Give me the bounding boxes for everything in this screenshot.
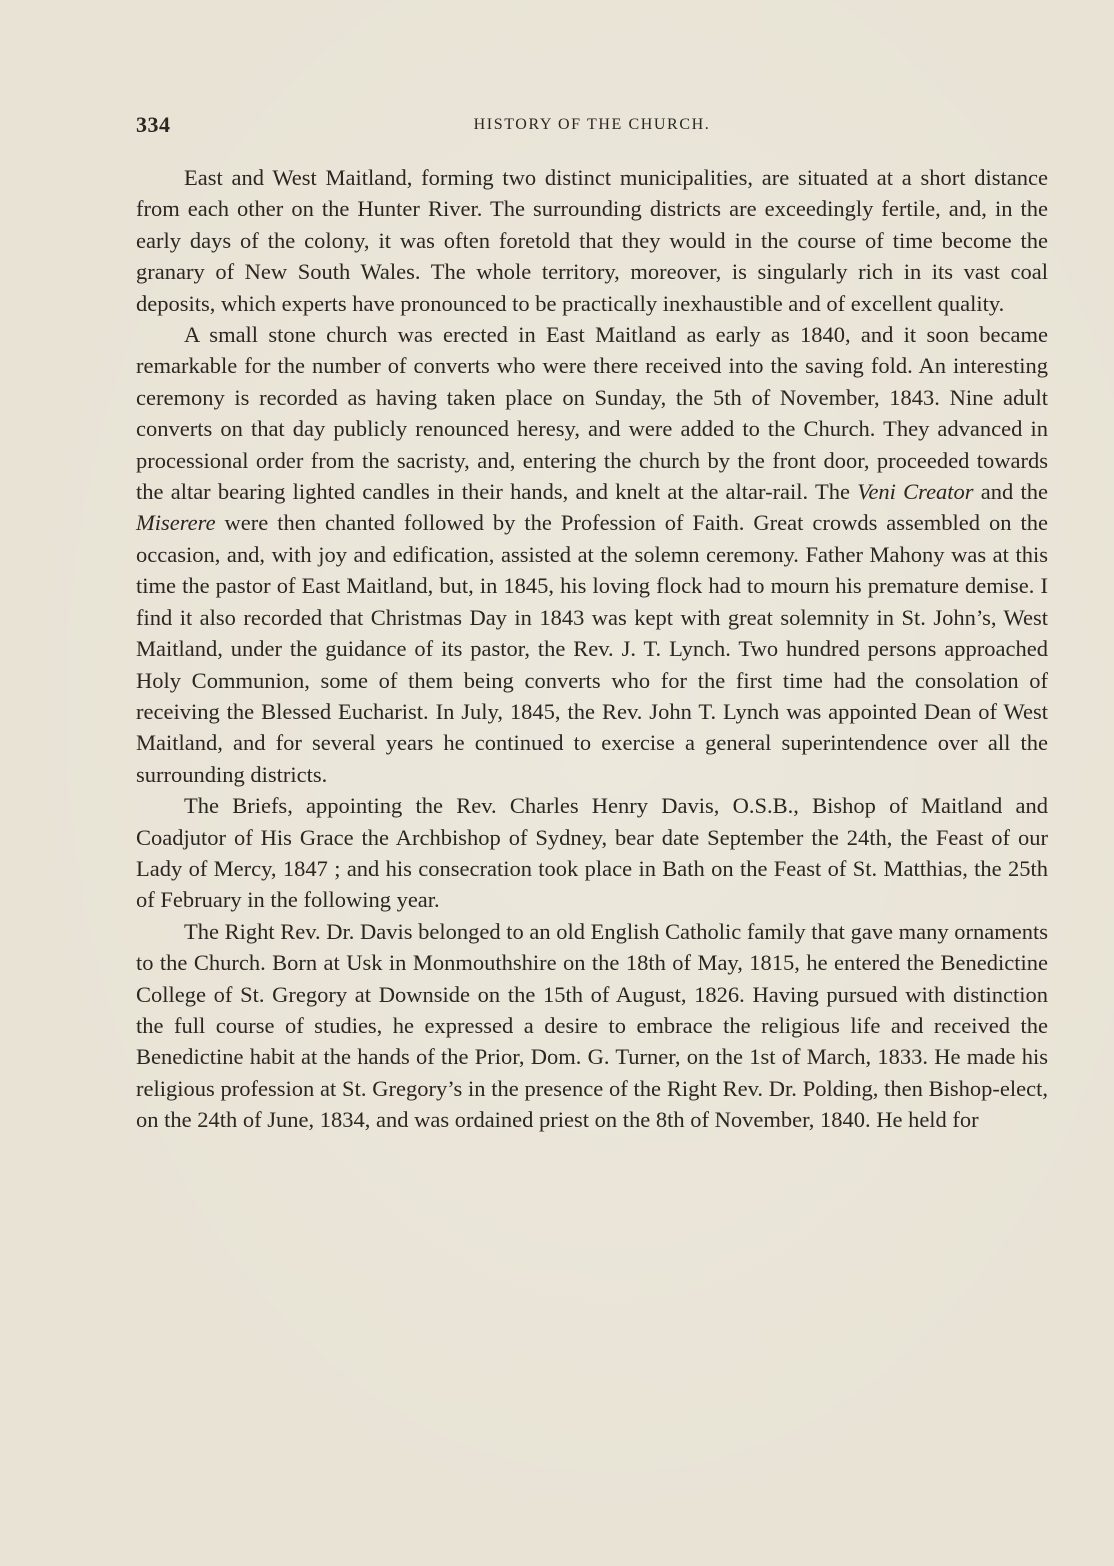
paragraph-text-segment: A small stone church was erected in East Maitland as early as 1840, and it soon became remarkable for the number of converts who were there received into the saving fold. An interesting ceremony is recorded as having taken place on Sunday, the 5th of November, 1843. Nine adult converts on that day publicly renounced heresy, and were added to the Church. They advanced in processional order from the sacristy, and, entering the church by the front door, proceeded towards the altar bearing lighted candles in their hands, and knelt at the altar-rail. The [136, 322, 1048, 505]
paragraph-text-segment: were then chanted followed by the Profession of Faith. Great crowds assembled on the occasion, and, with joy and edification, assisted at the solemn ceremony. Father Mahony was at this time the pastor of East Maitland, but, in 1845, his loving flock had to mourn his premature demise. I find it also recorded that Christmas Day in 1843 was kept with great solemnity in St. John’s, West Maitland, under the guidance of its pastor, the Rev. J. T. Lynch. Two hundred persons approached Holy Communion, some of them being converts who for the first time had the consolation of receiving the Blessed Eucharist. In July, 1845, the Rev. John T. Lynch was appointed Dean of West Maitland, and for several years he continued to exercise a general superintendence over all the surrounding districts. [136, 510, 1048, 787]
italic-miserere: Miserere [136, 510, 216, 536]
body-text [136, 162, 1048, 1136]
paragraph-maitland-description: East and West Maitland, forming two distinct municipalities, are situated at a short distance from each other on the Hunter River. The surrounding districts are exceedingly fertile, and, in the early days of the colony, it was often foretold that they would in the course of time become the granary of New South Wales. The whole territory, moreover, is singularly rich in its vast coal deposits, which experts have pronounced to be practically inexhaustible and of excellent quality. [136, 165, 1048, 316]
page-number: 334 [136, 112, 171, 137]
running-head: HISTORY OF THE CHURCH. [473, 116, 711, 133]
page-header [136, 112, 1048, 142]
paragraph-dr-davis-biography: The Right Rev. Dr. Davis belonged to an old English Catholic family that gave many ornaments to the Church. Born at Usk in Monmouthshire on the 18th of May, 1815, he entered the Benedictine College of St. Gregory at Downside on the 15th of August, 1826. Having pursued with distinction the full course of studies, he expressed a desire to embrace the religious life and received the Benedictine habit at the hands of the Prior, Dom. G. Turner, on the 1st of March, 1833. He made his religious profession at St. Gregory’s in the presence of the Right Rev. Dr. Polding, then Bishop-elect, on the 24th of June, 1834, and was ordained priest on the 8th of November, 1840. He held for [136, 918, 1048, 1133]
paragraph-briefs-appointment: The Briefs, appointing the Rev. Charles Henry Davis, O.S.B., Bishop of Maitland and Coadjutor of His Grace the Archbishop of Sydney, bear date September the 24th, the Feast of our Lady of Mercy, 1847 ; and his consecration took place in Bath on the Feast of St. Matthias, the 25th of February in the following year. [136, 793, 1048, 913]
paragraph-text-segment: and the [973, 479, 1048, 505]
italic-veni-creator: Veni Creator [857, 479, 974, 505]
paragraph-east-maitland-church [136, 319, 1048, 790]
